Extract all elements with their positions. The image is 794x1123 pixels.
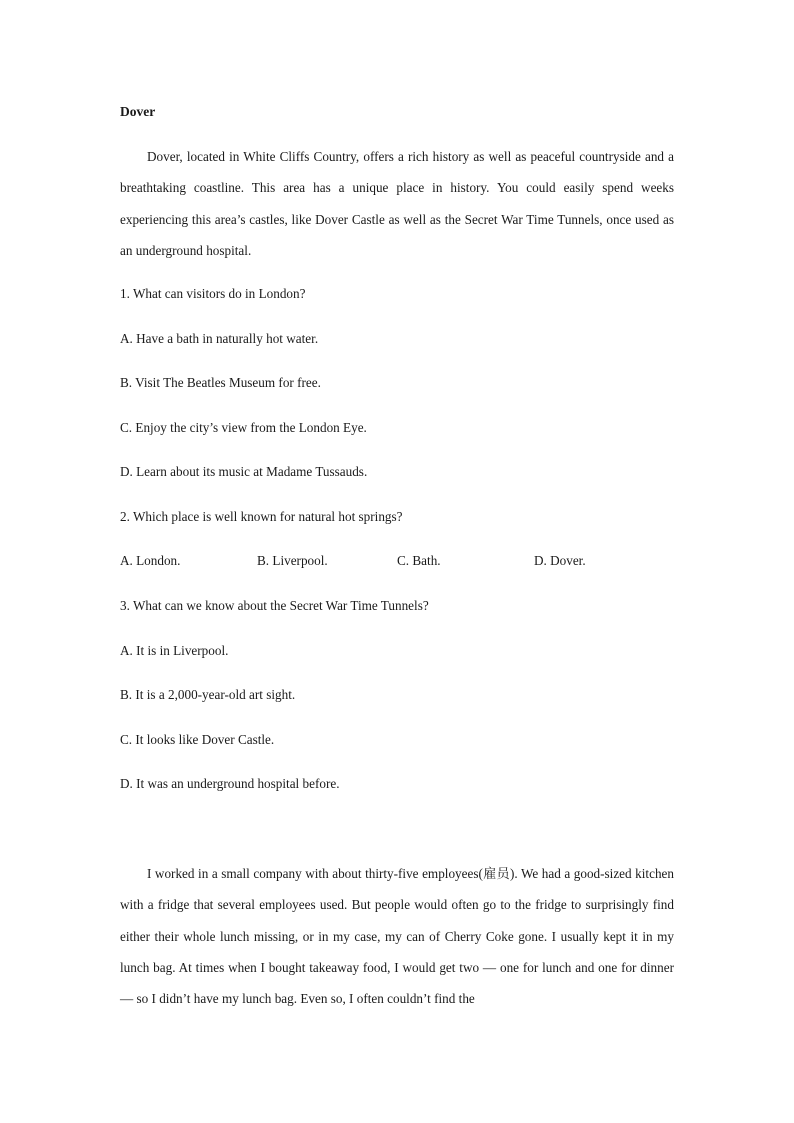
question-1-option-a: A. Have a bath in naturally hot water. [120,331,319,346]
question-3-option-b: B. It is a 2,000-year-old art sight. [120,687,296,702]
question-2-option-a: A. London. [120,553,181,568]
question-3-stem: 3. What can we know about the Secret War Time Tunnels? [120,598,429,613]
question-3-option-a: A. It is in Liverpool. [120,643,229,658]
question-2-option-c: C. Bath. [397,553,441,568]
section-title: Dover [120,104,156,119]
question-2-stem: 2. Which place is well known for natural hot springs? [120,509,403,524]
question-2-option-b: B. Liverpool. [257,553,328,568]
question-1-option-c: C. Enjoy the city’s view from the London Eye. [120,420,367,435]
question-3-option-d: D. It was an underground hospital before. [120,776,340,791]
question-1-stem: 1. What can visitors do in London? [120,286,306,301]
dover-paragraph: Dover, located in White Cliffs Country, offers a rich history as well as peaceful countryside and a breathtaking coastline. This area has a unique place in history. You could easily spend weeks experiencing this area’s castles, like Dover Castle as well as the Secret War Time Tunnels, once used as an underground hospital. [120,149,674,258]
question-1-option-b: B. Visit The Beatles Museum for free. [120,375,321,390]
question-2-option-d: D. Dover. [534,553,586,568]
question-3-option-c: C. It looks like Dover Castle. [120,732,275,747]
question-1-option-d: D. Learn about its music at Madame Tussauds. [120,464,368,479]
story-paragraph: I worked in a small company with about thirty-five employees(雇员). We had a good-sized kitchen with a fridge that several employees used. But people would often go to the fridge to surprisingly find either their whole lunch missing, or in my case, my can of Cherry Coke gone. I usually kept it in my lunch bag. At times when I bought takeaway food, I would get two — one for lunch and one for dinner — so I didn’t have my lunch bag. Even so, I often couldn’t find the [120,866,674,1007]
